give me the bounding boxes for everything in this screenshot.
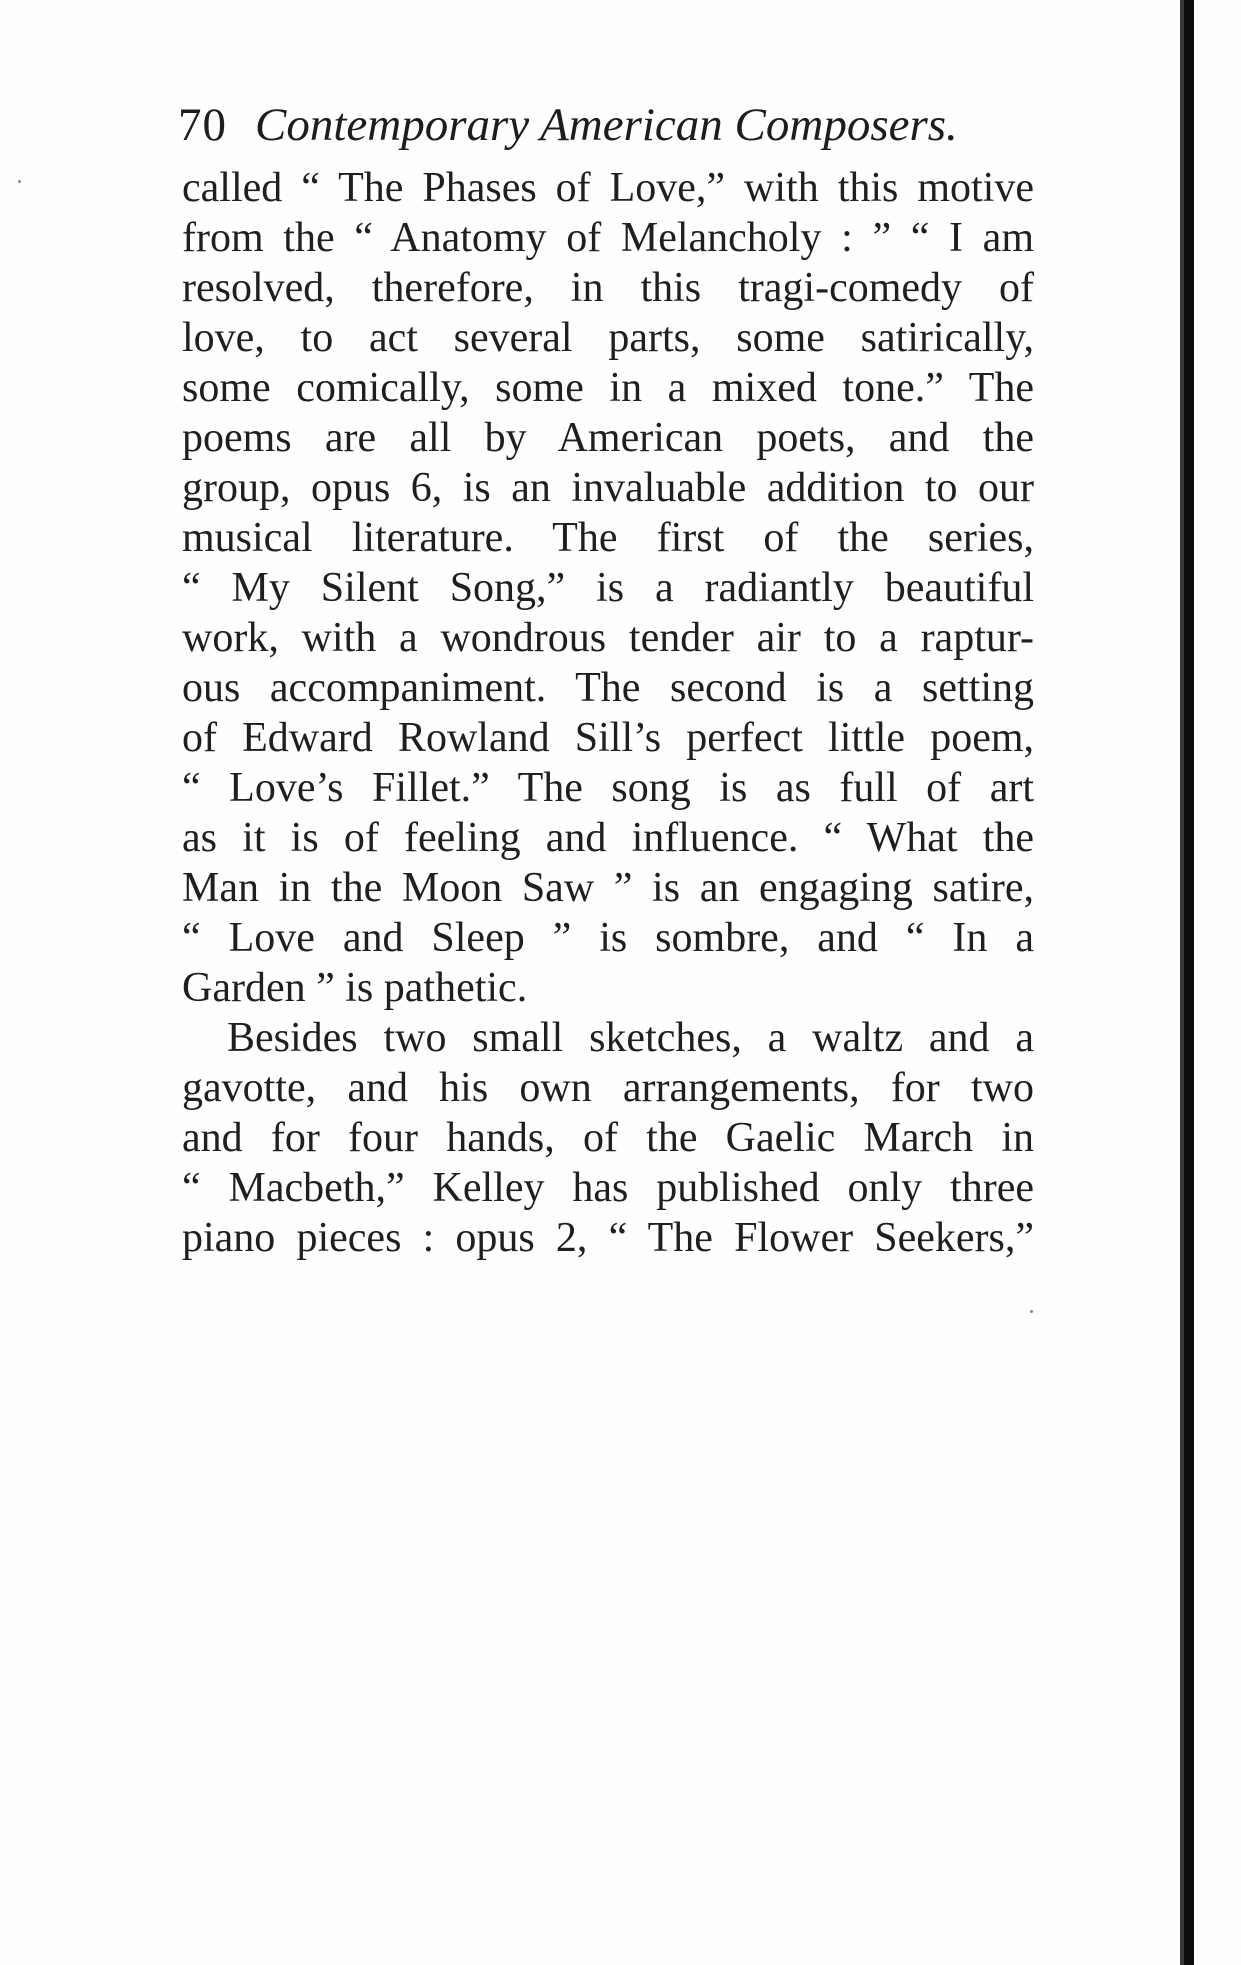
text-line: piano pieces : opus 2, “ The Flower Seekers,” <box>182 1215 1034 1261</box>
text-line: musical literature. The first of the series, <box>182 515 1034 561</box>
text-line: ous accompaniment. The second is a setting <box>182 665 1034 711</box>
running-head <box>178 99 958 151</box>
text-line: work, with a wondrous tender air to a raptur- <box>182 615 1034 661</box>
text-line: “ Macbeth,” Kelley has published only three <box>182 1165 1034 1211</box>
text-line: group, opus 6, is an invaluable addition to our <box>182 465 1034 511</box>
text-line: Man in the Moon Saw ” is an engaging satire, <box>182 865 1034 911</box>
text-line: some comically, some in a mixed tone.” The <box>182 365 1034 411</box>
text-line: of Edward Rowland Sill’s perfect little poem, <box>182 715 1034 761</box>
text-line: and for four hands, of the Gaelic March in <box>182 1115 1034 1161</box>
text-line: Besides two small sketches, a waltz and a <box>227 1015 1034 1061</box>
running-title: Contemporary American Composers. <box>255 99 958 151</box>
text-line: “ Love’s Fillet.” The song is as full of art <box>182 765 1034 811</box>
page-number: 70 <box>178 99 227 151</box>
scan-speck <box>18 180 21 183</box>
text-line: Garden ” is pathetic. <box>182 965 528 1011</box>
text-line: “ Love and Sleep ” is sombre, and “ In a <box>182 915 1034 961</box>
text-line: called “ The Phases of Love,” with this motive <box>182 165 1034 211</box>
text-line: “ My Silent Song,” is a radiantly beautiful <box>182 565 1034 611</box>
text-line: gavotte, and his own arrangements, for two <box>182 1065 1034 1111</box>
scan-speck <box>1030 1310 1033 1313</box>
binding-edge <box>1184 0 1194 1965</box>
text-line: resolved, therefore, in this tragi-comedy of <box>182 265 1034 311</box>
text-line: from the “ Anatomy of Melancholy : ” “ I am <box>182 215 1034 261</box>
text-line: poems are all by American poets, and the <box>182 415 1034 461</box>
text-line: love, to act several parts, some satirically, <box>182 315 1034 361</box>
text-line: as it is of feeling and influence. “ What the <box>182 815 1034 861</box>
